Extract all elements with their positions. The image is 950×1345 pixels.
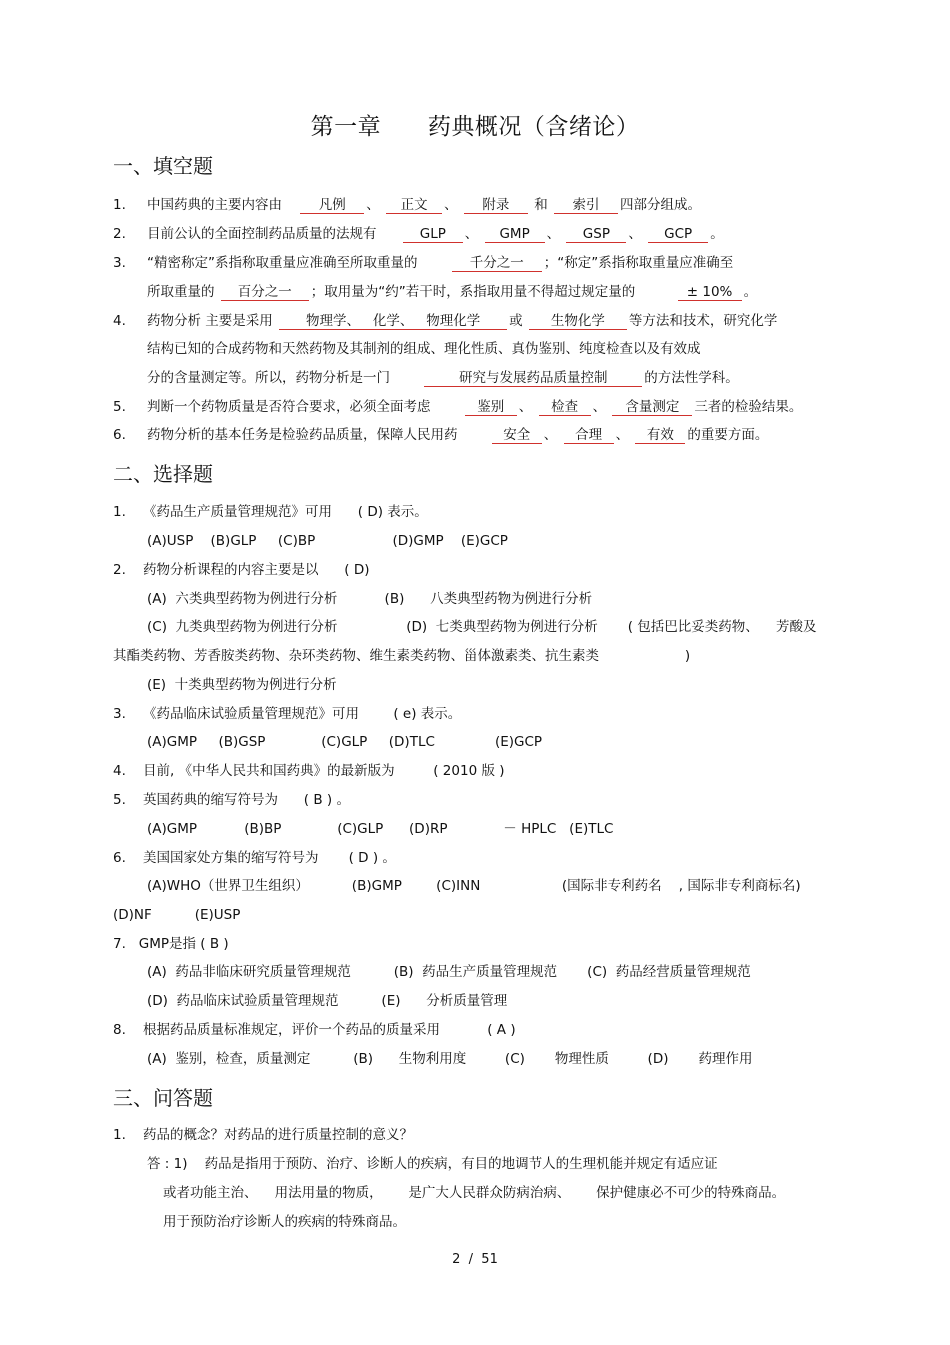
section-heading-fill: 一、填空题 bbox=[113, 154, 213, 178]
choice-question-2: 2. 药物分析课程的内容主要是以 ( D) bbox=[113, 562, 370, 578]
answer-blank: GMP bbox=[485, 227, 545, 243]
chapter-title: 第一章 药典概况（含绪论） bbox=[310, 114, 640, 140]
answer-blank: 含量测定 bbox=[612, 400, 692, 416]
answer-blank: 正文 bbox=[386, 198, 442, 214]
qa-answer-line: 用于预防治疗诊断人的疾病的特殊商品。 bbox=[163, 1214, 406, 1230]
answer-blank: GLP bbox=[403, 227, 463, 243]
qa-question-1: 1. 药品的概念？对药品的进行质量控制的意义？ bbox=[113, 1127, 414, 1143]
fill-question-4-cont2: 分的含量测定等。所以，药物分析是一门 研究与发展药品质量控制 的方法性学科。 bbox=[147, 370, 739, 386]
fill-question-4: 4. 药物分析 主要是采用 物理学、 化学、 物理化学 或 生物化学 等方法和技术，研究化学 bbox=[113, 313, 778, 329]
fill-question-1: 1. 中国药典的主要内容由 凡例 、 正文 、 附录 和 索引 四部分组成。 bbox=[113, 197, 701, 213]
qa-answer-line: 或者功能主治、 用法用量的物质， 是广大人民群众防病治病、 保护健康必不可少的特殊商品。 bbox=[163, 1185, 786, 1201]
choice-question-1: 1. 《药品生产质量管理规范》可用 ( D) 表示。 bbox=[113, 504, 428, 520]
choice-question-7: 7. GMP是指 ( B ) bbox=[113, 936, 229, 952]
page-number: 2 / 51 bbox=[452, 1252, 498, 1267]
choice-options: (A)GMP (B)BP (C)GLP (D)RP － HPLC (E)TLC bbox=[147, 821, 614, 837]
answer-blank: 研究与发展药品质量控制 bbox=[424, 371, 642, 387]
choice-options: (E) 十类典型药物为例进行分析 bbox=[147, 677, 337, 693]
choice-question-8: 8. 根据药品质量标准规定，评价一个药品的质量采用 ( A ) bbox=[113, 1022, 516, 1038]
answer-blank: 合理 bbox=[564, 428, 614, 444]
answer-blank: 安全 bbox=[492, 428, 542, 444]
answer-blank: GSP bbox=[566, 227, 626, 243]
choice-options: (A) 药品非临床研究质量管理规范 (B) 药品生产质量管理规范 (C) 药品经营质量管理规范 bbox=[147, 964, 751, 980]
fill-question-2: 2. 目前公认的全面控制药品质量的法规有 GLP 、 GMP 、 GSP 、 GCP 。 bbox=[113, 226, 724, 242]
section-heading-choice: 二、选择题 bbox=[113, 462, 213, 486]
choice-options: (A)GMP (B)GSP (C)GLP (D)TLC (E)GCP bbox=[147, 734, 543, 750]
choice-options: 其酯类药物、芳香胺类药物、杂环类药物、维生素类药物、甾体激素类、抗生素类 ) bbox=[113, 648, 691, 664]
qa-answer-line: 答 : 1) 药品是指用于预防、治疗、诊断人的疾病，有目的地调节人的生理机能并规定有适应证 bbox=[147, 1156, 718, 1172]
fill-question-3-cont: 所取重量的 百分之一 ；取用量为“约”若干时，系指取用量不得超过规定量的 ± 10% 。 bbox=[147, 284, 758, 300]
answer-blank: 千分之一 bbox=[452, 256, 542, 272]
fill-question-6: 6. 药物分析的基本任务是检验药品质量，保障人民用药 安全 、 合理 、 有效 的重要方面。 bbox=[113, 427, 769, 443]
choice-options: (A)WHO（世界卫生组织） (B)GMP (C)INN (国际非专利药名 , 国际非专利商标名) bbox=[147, 878, 801, 894]
answer-blank: 百分之一 bbox=[221, 285, 309, 301]
answer-blank: 生物化学 bbox=[529, 314, 627, 330]
choice-question-3: 3. 《药品临床试验质量管理规范》可用 ( e) 表示。 bbox=[113, 706, 462, 722]
fill-question-3: 3. “精密称定”系指称取重量应准确至所取重量的 千分之一 ；“称定”系指称取重量应准确至 bbox=[113, 255, 734, 271]
answer-blank: ± 10% bbox=[678, 285, 742, 301]
fill-question-4-cont: 结构已知的合成药物和天然药物及其制剂的组成、理化性质、真伪鉴别、纯度检查以及有效成 bbox=[147, 341, 701, 357]
choice-options: (C) 九类典型药物为例进行分析 (D) 七类典型药物为例进行分析 ( 包括巴比妥类药物、 芳酸及 bbox=[147, 619, 817, 635]
fill-question-5: 5. 判断一个药物质量是否符合要求，必须全面考虑 鉴别 、 检查 、 含量测定 三者的检验结果。 bbox=[113, 399, 803, 415]
answer-blank: 索引 bbox=[554, 198, 618, 214]
answer-blank: 物理学、 化学、 物理化学 bbox=[279, 314, 507, 330]
choice-options: (A) 六类典型药物为例进行分析 (B) 八类典型药物为例进行分析 bbox=[147, 591, 593, 607]
choice-options: (A)USP (B)GLP (C)BP (D)GMP (E)GCP bbox=[147, 533, 508, 549]
choice-options: (D)NF (E)USP bbox=[113, 907, 241, 923]
answer-blank: GCP bbox=[648, 227, 708, 243]
answer-blank: 附录 bbox=[464, 198, 528, 214]
answer-blank: 鉴别 bbox=[465, 400, 517, 416]
answer-blank: 有效 bbox=[635, 428, 685, 444]
choice-question-5: 5. 英国药典的缩写符号为 ( B ) 。 bbox=[113, 792, 350, 808]
answer-blank: 凡例 bbox=[300, 198, 364, 214]
choice-question-6: 6. 美国国家处方集的缩写符号为 ( D ) 。 bbox=[113, 850, 396, 866]
choice-options: (A) 鉴别，检查，质量测定 (B) 生物利用度 (C) 物理性质 (D) 药理作用 bbox=[147, 1051, 753, 1067]
answer-blank: 检查 bbox=[539, 400, 591, 416]
section-heading-qa: 三、问答题 bbox=[113, 1086, 213, 1110]
choice-question-4: 4. 目前, 《中华人民共和国药典》的最新版为 ( 2010 版 ) bbox=[113, 763, 505, 779]
choice-options: (D) 药品临床试验质量管理规范 (E) 分析质量管理 bbox=[147, 993, 508, 1009]
